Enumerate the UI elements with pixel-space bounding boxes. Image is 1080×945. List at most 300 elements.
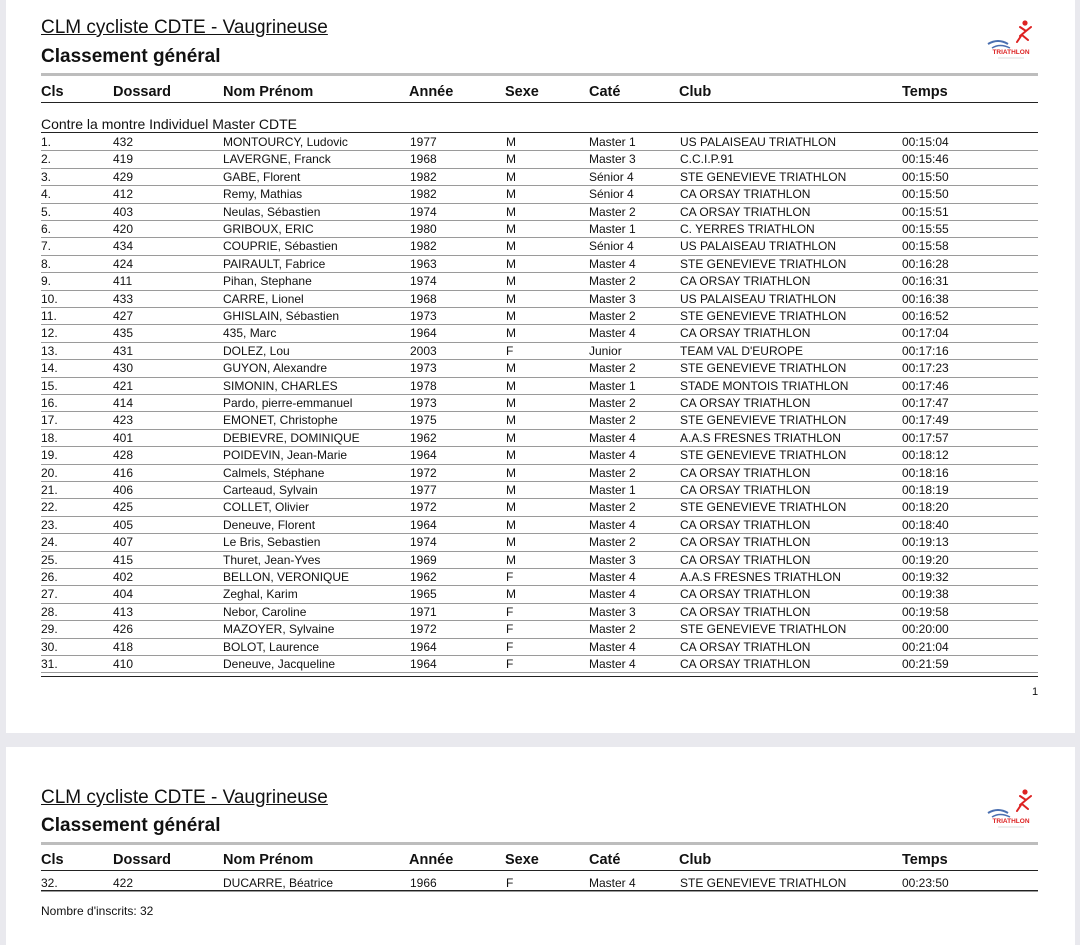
table-row xyxy=(41,342,1038,360)
cell-bib-number: 427 xyxy=(113,309,134,323)
cell-club: CA ORSAY TRIATHLON xyxy=(680,274,811,289)
cell-sex: M xyxy=(506,187,516,202)
cell-club: CA ORSAY TRIATHLON xyxy=(680,483,811,497)
cell-sex: M xyxy=(506,291,516,306)
cell-club: CA ORSAY TRIATHLON xyxy=(680,535,811,550)
svg-text:TRIATHLON: TRIATHLON xyxy=(992,49,1030,56)
cell-birth-year: 1971 xyxy=(410,604,437,619)
table-row xyxy=(41,359,1038,377)
cell-birth-year: 2003 xyxy=(410,343,437,358)
cell-bib-number: 420 xyxy=(113,222,134,236)
cell-athlete-name: Calmels, Stéphane xyxy=(223,465,325,480)
cell-time: 00:18:12 xyxy=(902,448,949,463)
table-row xyxy=(41,620,1038,638)
cell-athlete-name: MAZOYER, Sylvaine xyxy=(223,622,335,637)
cell-athlete-name: BOLOT, Laurence xyxy=(223,639,320,654)
cell-rank: 19. xyxy=(41,448,58,463)
cell-bib-number: 419 xyxy=(113,152,134,167)
cell-rank: 23. xyxy=(41,517,58,532)
table-row xyxy=(41,237,1038,255)
cell-time: 00:17:46 xyxy=(902,378,949,393)
cell-birth-year: 1965 xyxy=(410,587,437,602)
table-row xyxy=(41,133,1038,151)
cell-sex: M xyxy=(506,396,516,410)
cell-sex: F xyxy=(506,657,514,671)
cell-club: C. YERRES TRIATHLON xyxy=(680,222,815,236)
cell-birth-year: 1966 xyxy=(410,876,437,890)
cell-bib-number: 432 xyxy=(113,135,134,149)
cell-athlete-name: Deneuve, Jacqueline xyxy=(223,657,336,671)
cell-athlete-name: CARRE, Lionel xyxy=(223,291,304,306)
cell-rank: 13. xyxy=(41,343,58,358)
cell-rank: 14. xyxy=(41,361,58,376)
col-head-annee: Année xyxy=(409,852,454,868)
cell-category: Master 1 xyxy=(589,378,636,393)
cell-rank: 11. xyxy=(41,309,57,323)
cell-club: US PALAISEAU TRIATHLON xyxy=(680,135,837,149)
cell-bib-number: 412 xyxy=(113,187,134,202)
cell-sex: M xyxy=(506,256,516,271)
cell-rank: 31. xyxy=(41,657,58,671)
cell-club: STE GENEVIEVE TRIATHLON xyxy=(680,622,847,637)
col-head-cls: Cls xyxy=(41,852,64,868)
cell-birth-year: 1963 xyxy=(410,256,437,271)
cell-time: 00:18:19 xyxy=(902,483,949,497)
cell-category: Master 2 xyxy=(589,500,636,515)
cell-rank: 29. xyxy=(41,622,58,637)
cell-bib-number: 413 xyxy=(113,604,134,619)
cell-club: STE GENEVIEVE TRIATHLON xyxy=(680,309,847,323)
cell-time: 00:17:57 xyxy=(902,430,949,445)
cell-athlete-name: Pihan, Stephane xyxy=(223,274,312,289)
cell-athlete-name: Le Bris, Sebastien xyxy=(223,535,321,550)
cell-birth-year: 1969 xyxy=(410,552,437,567)
cell-athlete-name: 435, Marc xyxy=(223,326,277,341)
cell-category: Sénior 4 xyxy=(589,169,634,184)
cell-sex: M xyxy=(506,239,516,254)
cell-bib-number: 416 xyxy=(113,465,134,480)
cell-club: STE GENEVIEVE TRIATHLON xyxy=(680,361,847,376)
table-row xyxy=(41,603,1038,621)
cell-bib-number: 411 xyxy=(113,274,133,289)
triathlon-logo-icon xyxy=(984,787,1038,831)
cell-time: 00:21:59 xyxy=(902,657,949,671)
cell-rank: 27. xyxy=(41,587,58,602)
cell-club: STE GENEVIEVE TRIATHLON xyxy=(680,169,847,184)
cell-birth-year: 1962 xyxy=(410,430,437,445)
cell-club: CA ORSAY TRIATHLON xyxy=(680,587,811,602)
cell-birth-year: 1962 xyxy=(410,570,437,584)
event-title: CLM cycliste CDTE - Vaugrineuse xyxy=(41,787,328,808)
table-row xyxy=(41,446,1038,464)
cell-bib-number: 433 xyxy=(113,291,134,306)
cell-sex: M xyxy=(506,135,516,149)
cell-club: A.A.S FRESNES TRIATHLON xyxy=(680,430,841,445)
results-page-1 xyxy=(6,0,1075,733)
col-head-club: Club xyxy=(679,84,712,100)
cell-sex: M xyxy=(506,326,516,341)
cell-time: 00:21:04 xyxy=(902,639,949,654)
cell-club: CA ORSAY TRIATHLON xyxy=(680,187,811,202)
cell-category: Master 4 xyxy=(589,448,636,463)
ranking-subtitle: Classement général xyxy=(41,815,221,836)
cell-bib-number: 405 xyxy=(113,517,134,532)
table-row xyxy=(41,568,1038,586)
cell-sex: M xyxy=(506,552,516,567)
cell-athlete-name: COLLET, Olivier xyxy=(223,500,310,515)
cell-club: CA ORSAY TRIATHLON xyxy=(680,204,811,219)
cell-rank: 32. xyxy=(41,876,58,890)
cell-athlete-name: GHISLAIN, Sébastien xyxy=(223,309,340,323)
cell-sex: M xyxy=(506,517,516,532)
cell-sex: M xyxy=(506,274,516,289)
cell-rank: 9. xyxy=(41,274,52,289)
cell-birth-year: 1964 xyxy=(410,517,437,532)
cell-bib-number: 429 xyxy=(113,169,134,184)
cell-sex: M xyxy=(506,430,516,445)
cell-category: Master 4 xyxy=(589,517,636,532)
cell-category: Junior xyxy=(589,343,622,358)
cell-rank: 21. xyxy=(41,483,58,497)
cell-sex: F xyxy=(506,876,514,890)
cell-category: Master 2 xyxy=(589,274,636,289)
cell-athlete-name: GUYON, Alexandre xyxy=(223,361,328,376)
cell-rank: 26. xyxy=(41,570,58,584)
cell-time: 00:18:20 xyxy=(902,500,949,515)
cell-sex: F xyxy=(506,570,514,584)
cell-category: Master 1 xyxy=(589,483,636,497)
cell-club: US PALAISEAU TRIATHLON xyxy=(680,239,837,254)
table-row xyxy=(41,411,1038,429)
cell-bib-number: 425 xyxy=(113,500,134,515)
cell-athlete-name: BELLON, VERONIQUE xyxy=(223,570,350,584)
cell-birth-year: 1974 xyxy=(410,535,437,550)
cell-birth-year: 1973 xyxy=(410,309,437,323)
cell-time: 00:15:04 xyxy=(902,135,949,149)
cell-bib-number: 424 xyxy=(113,256,134,271)
cell-category: Master 4 xyxy=(589,256,636,271)
cell-club: CA ORSAY TRIATHLON xyxy=(680,639,811,654)
table-row xyxy=(41,290,1038,308)
page-number: 1 xyxy=(1032,686,1039,698)
cell-time: 00:17:49 xyxy=(902,413,949,428)
cell-athlete-name: DUCARRE, Béatrice xyxy=(223,876,334,890)
cell-bib-number: 402 xyxy=(113,570,134,584)
cell-bib-number: 426 xyxy=(113,622,134,637)
cell-athlete-name: Thuret, Jean-Yves xyxy=(223,552,321,567)
cell-rank: 20. xyxy=(41,465,58,480)
cell-sex: M xyxy=(506,169,516,184)
cell-athlete-name: GRIBOUX, ERIC xyxy=(223,222,314,236)
cell-athlete-name: EMONET, Christophe xyxy=(223,413,338,428)
cell-time: 00:17:47 xyxy=(902,396,949,410)
cell-birth-year: 1977 xyxy=(410,483,437,497)
cell-bib-number: 428 xyxy=(113,448,134,463)
cell-club: CA ORSAY TRIATHLON xyxy=(680,552,811,567)
cell-birth-year: 1964 xyxy=(410,448,437,463)
cell-time: 00:19:38 xyxy=(902,587,949,602)
table-row xyxy=(41,377,1038,395)
cell-rank: 3. xyxy=(41,169,52,184)
cell-bib-number: 430 xyxy=(113,361,134,376)
col-head-sexe: Sexe xyxy=(505,84,539,100)
cell-athlete-name: DEBIEVRE, DOMINIQUE xyxy=(223,430,360,445)
col-head-cate: Caté xyxy=(589,84,621,100)
col-head-annee: Année xyxy=(409,84,454,100)
cell-bib-number: 403 xyxy=(113,204,134,219)
cell-category: Master 2 xyxy=(589,361,636,376)
race-category-label: Contre la montre Individuel Master CDTE xyxy=(41,116,297,132)
cell-bib-number: 434 xyxy=(113,239,134,254)
table-row xyxy=(41,203,1038,221)
table-row xyxy=(41,255,1038,273)
cell-sex: M xyxy=(506,448,516,463)
event-title: CLM cycliste CDTE - Vaugrineuse xyxy=(41,17,328,38)
cell-time: 00:20:00 xyxy=(902,622,949,637)
cell-club: STE GENEVIEVE TRIATHLON xyxy=(680,500,847,515)
cell-club: CA ORSAY TRIATHLON xyxy=(680,465,811,480)
cell-rank: 7. xyxy=(41,239,52,254)
cell-sex: F xyxy=(506,343,514,358)
cell-birth-year: 1972 xyxy=(410,622,437,637)
table-row xyxy=(41,551,1038,569)
header-divider xyxy=(41,73,1038,76)
cell-sex: M xyxy=(506,204,516,219)
cell-sex: M xyxy=(506,378,516,393)
cell-category: Master 4 xyxy=(589,639,636,654)
column-header-rule xyxy=(41,102,1038,103)
cell-sex: M xyxy=(506,500,516,515)
table-row xyxy=(41,307,1038,325)
cell-category: Master 4 xyxy=(589,570,636,584)
cell-club: A.A.S FRESNES TRIATHLON xyxy=(680,570,841,584)
cell-bib-number: 435 xyxy=(113,326,134,341)
cell-rank: 17. xyxy=(41,413,58,428)
cell-rank: 1. xyxy=(41,135,52,149)
cell-rank: 18. xyxy=(41,430,58,445)
cell-bib-number: 415 xyxy=(113,552,134,567)
table-row xyxy=(41,464,1038,482)
cell-club: CA ORSAY TRIATHLON xyxy=(680,326,811,341)
col-head-nom: Nom Prénom xyxy=(223,84,314,100)
cell-time: 00:15:51 xyxy=(902,204,949,219)
cell-birth-year: 1972 xyxy=(410,465,437,480)
cell-category: Master 2 xyxy=(589,413,636,428)
cell-category: Master 4 xyxy=(589,430,636,445)
svg-text:TRIATHLON: TRIATHLON xyxy=(992,818,1030,825)
cell-club: CA ORSAY TRIATHLON xyxy=(680,396,811,410)
cell-sex: M xyxy=(506,535,516,550)
cell-sex: M xyxy=(506,222,516,236)
table-row xyxy=(41,394,1038,412)
cell-rank: 25. xyxy=(41,552,58,567)
cell-club: STADE MONTOIS TRIATHLON xyxy=(680,378,849,393)
cell-rank: 8. xyxy=(41,256,52,271)
col-head-cate: Caté xyxy=(589,852,621,868)
cell-time: 00:17:16 xyxy=(902,343,949,358)
table-row xyxy=(41,516,1038,534)
col-head-temps: Temps xyxy=(902,84,948,100)
cell-athlete-name: SIMONIN, CHARLES xyxy=(223,378,338,393)
cell-time: 00:23:50 xyxy=(902,876,949,890)
col-head-cls: Cls xyxy=(41,84,64,100)
table-row xyxy=(41,150,1038,168)
cell-sex: M xyxy=(506,413,516,428)
cell-category: Master 3 xyxy=(589,604,636,619)
table-row xyxy=(41,185,1038,203)
cell-time: 00:15:55 xyxy=(902,222,949,236)
header-divider xyxy=(41,842,1038,845)
cell-category: Master 4 xyxy=(589,657,636,671)
cell-time: 00:16:28 xyxy=(902,256,949,271)
cell-bib-number: 406 xyxy=(113,483,134,497)
cell-athlete-name: PAIRAULT, Fabrice xyxy=(223,256,326,271)
cell-bib-number: 423 xyxy=(113,413,134,428)
cell-sex: M xyxy=(506,361,516,376)
cell-rank: 5. xyxy=(41,204,52,219)
table-end-rule xyxy=(41,890,1038,891)
results-page-2 xyxy=(6,747,1075,945)
cell-bib-number: 422 xyxy=(113,876,134,890)
cell-athlete-name: Pardo, pierre-emmanuel xyxy=(223,396,353,410)
cell-birth-year: 1973 xyxy=(410,361,437,376)
cell-category: Master 3 xyxy=(589,291,636,306)
cell-time: 00:15:58 xyxy=(902,239,949,254)
cell-category: Master 2 xyxy=(589,465,636,480)
cell-athlete-name: MONTOURCY, Ludovic xyxy=(223,135,348,149)
cell-birth-year: 1964 xyxy=(410,657,437,671)
cell-bib-number: 401 xyxy=(113,430,134,445)
cell-time: 00:18:16 xyxy=(902,465,949,480)
table-row xyxy=(41,324,1038,342)
cell-bib-number: 407 xyxy=(113,535,134,550)
cell-time: 00:18:40 xyxy=(902,517,949,532)
cell-birth-year: 1964 xyxy=(410,639,437,654)
cell-time: 00:16:52 xyxy=(902,309,949,323)
cell-time: 00:19:13 xyxy=(902,535,949,550)
cell-time: 00:19:32 xyxy=(902,570,949,584)
cell-rank: 12. xyxy=(41,326,58,341)
cell-rank: 10. xyxy=(41,291,58,306)
cell-birth-year: 1978 xyxy=(410,378,437,393)
col-head-club: Club xyxy=(679,852,712,868)
cell-bib-number: 431 xyxy=(113,343,134,358)
cell-athlete-name: LAVERGNE, Franck xyxy=(223,152,331,167)
cell-birth-year: 1982 xyxy=(410,187,437,202)
cell-sex: M xyxy=(506,587,516,602)
cell-birth-year: 1968 xyxy=(410,291,437,306)
cell-rank: 30. xyxy=(41,639,58,654)
cell-club: CA ORSAY TRIATHLON xyxy=(680,604,811,619)
triathlon-logo-icon xyxy=(984,18,1038,62)
cell-category: Master 2 xyxy=(589,204,636,219)
cell-birth-year: 1977 xyxy=(410,135,437,149)
cell-time: 00:19:20 xyxy=(902,552,949,567)
cell-rank: 2. xyxy=(41,152,52,167)
table-row xyxy=(41,585,1038,603)
cell-club: TEAM VAL D'EUROPE xyxy=(680,343,803,358)
table-row xyxy=(41,498,1038,516)
cell-bib-number: 404 xyxy=(113,587,134,602)
cell-category: Master 2 xyxy=(589,535,636,550)
cell-category: Master 4 xyxy=(589,326,636,341)
cell-sex: M xyxy=(506,465,516,480)
cell-time: 00:17:23 xyxy=(902,361,949,376)
cell-category: Master 3 xyxy=(589,152,636,167)
cell-rank: 16. xyxy=(41,396,58,410)
cell-athlete-name: GABE, Florent xyxy=(223,169,301,184)
cell-sex: F xyxy=(506,639,514,654)
cell-birth-year: 1974 xyxy=(410,274,437,289)
cell-club: CA ORSAY TRIATHLON xyxy=(680,517,811,532)
cell-athlete-name: Carteaud, Sylvain xyxy=(223,483,318,497)
col-head-temps: Temps xyxy=(902,852,948,868)
cell-club: STE GENEVIEVE TRIATHLON xyxy=(680,448,847,463)
cell-rank: 6. xyxy=(41,222,52,236)
cell-time: 00:17:04 xyxy=(902,326,949,341)
cell-rank: 15. xyxy=(41,378,58,393)
cell-club: US PALAISEAU TRIATHLON xyxy=(680,291,837,306)
cell-sex: M xyxy=(506,483,516,497)
cell-club: STE GENEVIEVE TRIATHLON xyxy=(680,256,847,271)
cell-category: Master 2 xyxy=(589,396,636,410)
cell-time: 00:15:50 xyxy=(902,169,949,184)
cell-category: Master 1 xyxy=(589,222,636,236)
table-row xyxy=(41,481,1038,499)
col-head-nom: Nom Prénom xyxy=(223,852,314,868)
table-row xyxy=(41,655,1038,673)
col-head-dossard: Dossard xyxy=(113,84,172,100)
cell-bib-number: 414 xyxy=(113,396,134,410)
cell-athlete-name: Neulas, Sébastien xyxy=(223,204,321,219)
cell-birth-year: 1982 xyxy=(410,239,437,254)
cell-club: CA ORSAY TRIATHLON xyxy=(680,657,811,671)
col-head-sexe: Sexe xyxy=(505,852,539,868)
table-row xyxy=(41,168,1038,186)
cell-birth-year: 1974 xyxy=(410,204,437,219)
cell-athlete-name: POIDEVIN, Jean-Marie xyxy=(223,448,348,463)
cell-category: Master 4 xyxy=(589,587,636,602)
cell-birth-year: 1982 xyxy=(410,169,437,184)
cell-bib-number: 418 xyxy=(113,639,134,654)
cell-club: C.C.I.P.91 xyxy=(680,152,734,167)
registrants-count: Nombre d'inscrits: 32 xyxy=(41,904,154,918)
cell-time: 00:16:38 xyxy=(902,291,949,306)
cell-time: 00:15:46 xyxy=(902,152,949,167)
table-row xyxy=(41,533,1038,551)
cell-category: Master 2 xyxy=(589,622,636,637)
table-row xyxy=(41,272,1038,290)
cell-category: Master 3 xyxy=(589,552,636,567)
cell-time: 00:16:31 xyxy=(902,274,949,289)
table-row xyxy=(41,429,1038,447)
col-head-dossard: Dossard xyxy=(113,852,172,868)
table-row xyxy=(41,638,1038,656)
cell-category: Master 2 xyxy=(589,309,636,323)
cell-sex: M xyxy=(506,309,516,323)
cell-category: Sénior 4 xyxy=(589,187,634,202)
cell-category: Master 1 xyxy=(589,135,636,149)
cell-athlete-name: Zeghal, Karim xyxy=(223,587,298,602)
cell-athlete-name: DOLEZ, Lou xyxy=(223,343,290,358)
cell-time: 00:15:50 xyxy=(902,187,949,202)
cell-rank: 4. xyxy=(41,187,52,202)
cell-category: Sénior 4 xyxy=(589,239,634,254)
cell-athlete-name: Remy, Mathias xyxy=(223,187,303,202)
cell-birth-year: 1980 xyxy=(410,222,437,236)
table-end-rule xyxy=(41,676,1038,677)
cell-rank: 24. xyxy=(41,535,58,550)
